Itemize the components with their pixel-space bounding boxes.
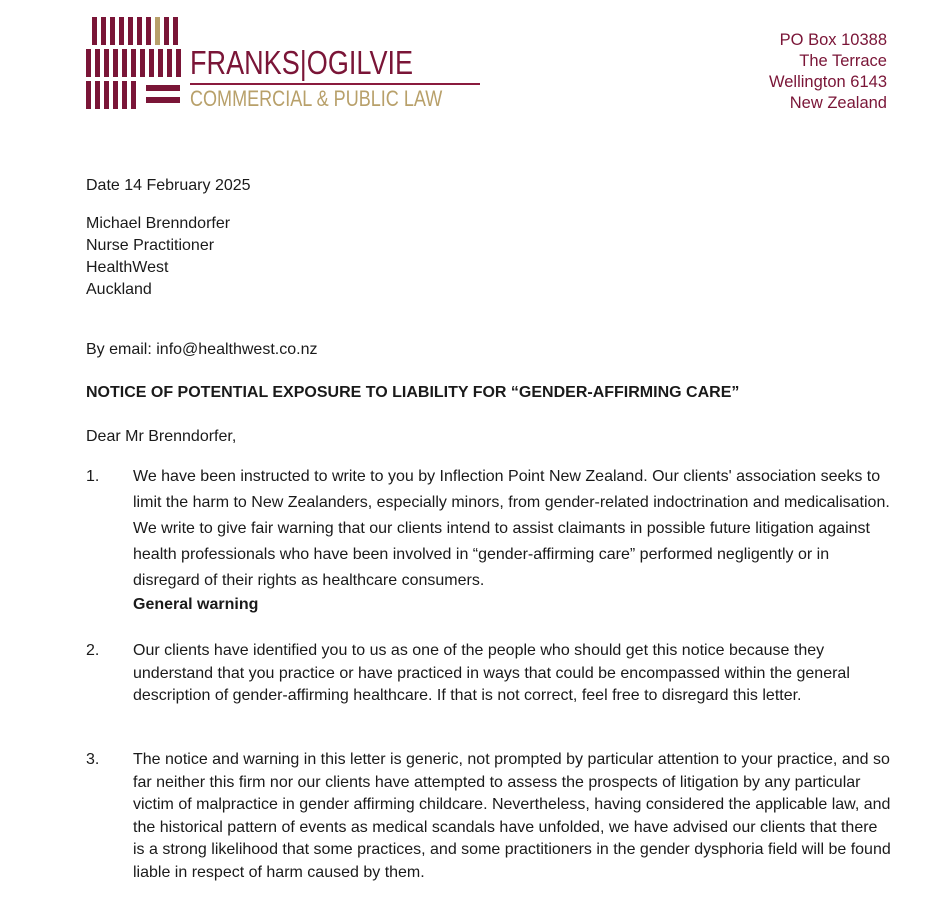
firm-tagline: COMMERCIAL & PUBLIC LAW <box>190 86 443 111</box>
address-line: Wellington 6143 <box>768 73 887 91</box>
firm-name: FRANKS|OGILVIE <box>190 44 414 81</box>
address-line: The Terrace <box>799 52 887 70</box>
paragraph-text: We have been instructed to write to you by Inflection Point New Zealand. Our clients' association seeks to limit the harm to New Zealanders, especially minors, from gender-related indoctrination and medicalisation. We write to give fair warning that our clients intend to assist claimants in possible future litigation against health professionals who have been involved in “gender-affirming care” performed negligently or in disregard of their rights as healthcare consumers. <box>133 468 890 589</box>
recipient-block <box>86 213 230 301</box>
paragraph-number: 2. <box>86 642 100 659</box>
firm-logo <box>86 17 443 111</box>
address-line: PO Box 10388 <box>779 31 887 49</box>
letter-date: Date 14 February 2025 <box>86 177 251 194</box>
recipient-title: Nurse Practitioner <box>86 237 215 254</box>
salutation: Dear Mr Brenndorfer, <box>86 428 237 445</box>
recipient-organisation: HealthWest <box>86 259 169 276</box>
recipient-city: Auckland <box>86 281 152 298</box>
section-heading: General warning <box>133 596 259 613</box>
paragraph-number: 1. <box>86 468 100 485</box>
recipient-name: Michael Brenndorfer <box>86 215 231 232</box>
address-line: New Zealand <box>789 94 887 112</box>
paragraph-text: Our clients have identified you to us as one of the people who should get this notice because they understand that you practice or have practiced in ways that could be encompassed within the general description of gender-affirming healthcare. If that is not correct, feel free to disregard this letter. <box>133 642 850 704</box>
logo-bars-graphic <box>86 17 182 109</box>
paragraph-body <box>133 464 893 616</box>
paragraph-text: The notice and warning in this letter is generic, not prompted by particular attention to your practice, and so far neither this firm nor our clients have attempted to assess the prospects of litigation by any particular victim of malpractice in gender affirming childcare. Nevertheless, having considered the applicable law, and the historical pattern of events as medical scandals have unfolded, we have advised our clients that there is a strong likelihood that some practices, and some practitioners in the gender dysphoria field will be found liable in respect of harm caused by them. <box>133 751 891 881</box>
paragraph-number: 3. <box>86 751 100 768</box>
brand-divider <box>190 83 480 85</box>
email-line: By email: info@healthwest.co.nz <box>86 341 318 358</box>
letter-subject: NOTICE OF POTENTIAL EXPOSURE TO LIABILITY FOR “GENDER-AFFIRMING CARE” <box>86 384 740 401</box>
firm-address <box>769 30 887 114</box>
